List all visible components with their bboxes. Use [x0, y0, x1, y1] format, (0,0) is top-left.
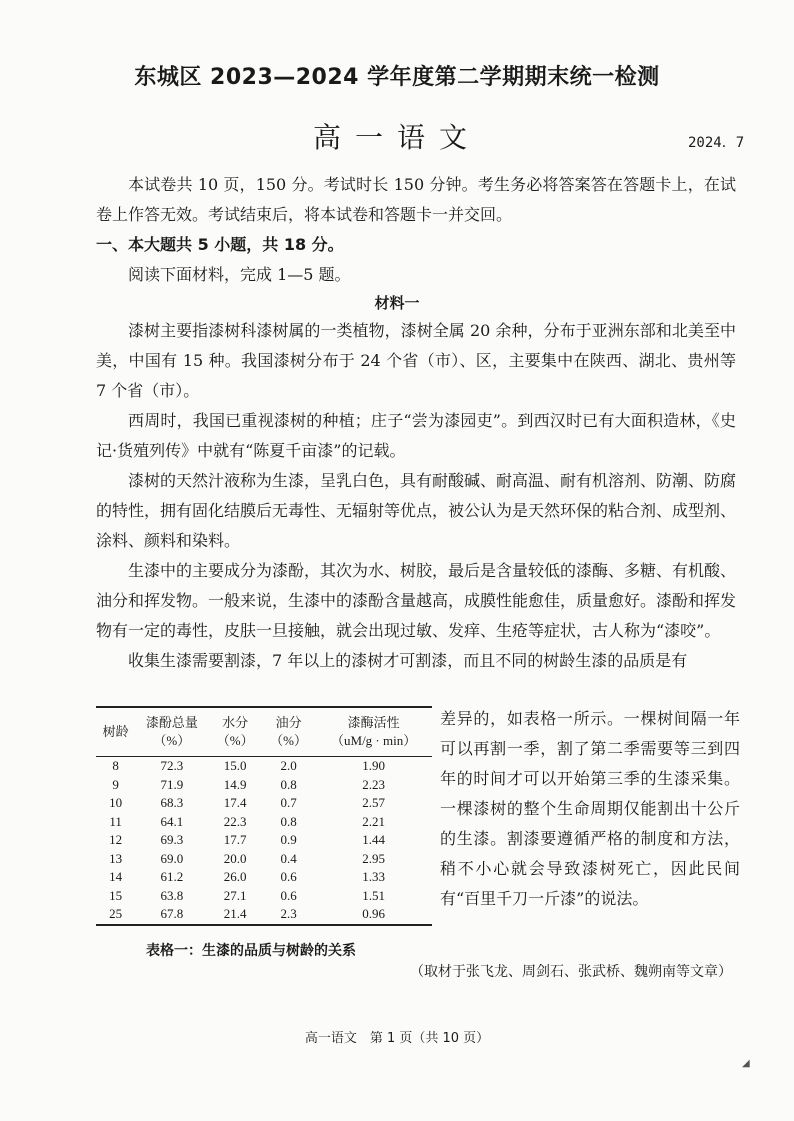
table-caption: 表格一：生漆的品质与树龄的关系 — [146, 943, 356, 959]
table-cell: 15.0 — [223, 758, 247, 773]
page-footer: 高一语文 第 1 页（共 10 页） — [304, 1031, 490, 1046]
table-cell: 17.7 — [223, 832, 247, 847]
material-paragraph: 收集生漆需要割漆，7 年以上的漆树才可割漆，而且不同的树龄生漆的品质是有 — [128, 651, 688, 670]
table-cell: 1.33 — [362, 869, 386, 884]
table-cell: 0.6 — [280, 887, 297, 903]
subject-title: 高一语文 — [312, 121, 481, 154]
table-cell: 64.1 — [160, 813, 184, 829]
table-cell: 1.44 — [362, 832, 386, 847]
table-cell: 22.3 — [223, 813, 247, 829]
table-cell: 21.4 — [223, 906, 247, 921]
exam-date: 2024．7 — [688, 135, 745, 151]
table-row — [96, 831, 432, 850]
table-header-row — [96, 707, 432, 757]
table-cell: 1.51 — [362, 887, 386, 903]
material-title: 材料一 — [374, 294, 420, 312]
table-cell: 68.3 — [160, 795, 184, 810]
table-row — [96, 905, 432, 925]
table-body — [96, 757, 432, 925]
material-paragraph: 生漆中的主要成分为漆酚，其次为水、树胶，最后是含量较低的漆酶、多糖、有机酸、油分和挥发物。一般来说，生漆中的漆酚含量越高，成膜性能愈佳，质量愈好。漆酚和挥发物有一定的毒性，皮肤一旦接触，就会出现过敏、发痒、生疮等症状，古人称为“漆咬”。 — [96, 561, 737, 640]
source-note: （取材于张飞龙、周剑石、张武桥、魏朔南等文章） — [410, 964, 732, 980]
table-header-cell: 水分 （%） — [216, 715, 254, 748]
table-cell: 14.9 — [223, 776, 247, 792]
table-cell: 67.8 — [160, 906, 184, 921]
table-cell: 2.57 — [362, 795, 386, 810]
table-row — [96, 868, 432, 887]
exam-title: 东城区 2023—2024 学年度第二学期期末统一检测 — [134, 65, 660, 90]
table-cell: 14 — [109, 869, 123, 884]
table-cell: 9 — [112, 776, 119, 792]
table-cell: 0.7 — [280, 795, 297, 810]
table-cell: 26.0 — [223, 869, 247, 884]
table-cell: 2.95 — [362, 850, 386, 866]
table-cell: 11 — [109, 813, 122, 829]
table-header-cell: 漆酚总量 （%） — [145, 715, 198, 748]
corner-mark: ◢ — [742, 1058, 750, 1069]
instructions: 本试卷共 10 页，150 分。考试时长 150 分钟。考生务必将答案答在答题卡上，在试卷上作答无效。考试结束后，将本试卷和答题卡一并交回。 — [96, 175, 736, 224]
table-cell: 1.90 — [362, 758, 386, 773]
table-cell: 0.8 — [280, 813, 297, 829]
table-header-cell: 油分 （%） — [270, 715, 307, 748]
table-cell: 12 — [109, 832, 123, 847]
table-header-cell: 漆酶活性 （uM/g · min） — [331, 715, 417, 748]
table-cell: 69.3 — [160, 832, 184, 847]
section-heading: 一、本大题共 5 小题，共 18 分。 — [96, 235, 344, 254]
table-cell: 27.1 — [223, 887, 247, 903]
table-cell: 20.0 — [223, 850, 247, 866]
table-cell: 10 — [109, 795, 123, 810]
material-body — [96, 316, 736, 676]
table-cell: 72.3 — [160, 758, 184, 773]
table-cell: 0.9 — [280, 832, 297, 847]
material-side-text: 差异的，如表格一所示。一棵树间隔一年可以再割一季，割了第二季需要等三到四年的时间才可以开始第三季的生漆采集。一棵漆树的整个生命周期仅能割出十公斤的生漆。割漆要遵循严格的制度和方法，稍不小心就会导致漆树死亡，因此民间有“百里千刀一斤漆”的说法。 — [440, 709, 740, 908]
quality-table — [96, 706, 432, 926]
table-header-cell: 树龄 — [102, 724, 129, 739]
table-cell: 0.6 — [280, 869, 297, 884]
table-cell: 17.4 — [223, 795, 247, 810]
table-cell: 0.4 — [280, 850, 297, 866]
table-cell: 69.0 — [160, 850, 184, 866]
material-paragraph: 漆树的天然汁液称为生漆，呈乳白色，具有耐酸碱、耐高温、耐有机溶剂、防潮、防腐的特性，拥有固化结膜后无毒性、无辐射等优点，被公认为是天然环保的粘合剂、成型剂、涂料、颜料和染料。 — [96, 471, 737, 550]
table-row — [96, 887, 432, 906]
table-cell: 15 — [109, 887, 123, 903]
table-cell: 2.23 — [362, 776, 386, 792]
material-paragraph: 漆树主要指漆树科漆树属的一类植物，漆树全属 20 余种，分布于亚洲东部和北美至中美，中国有 15 种。我国漆树分布于 24 个省（市）、区，主要集中在陕西、湖北、贵州等 7 个省（市）。 — [96, 321, 736, 400]
table-cell: 25 — [109, 906, 123, 921]
material-paragraph: 西周时，我国已重视漆树的种植；庄子“尝为漆园吏”。到西汉时已有大面积造林，《史记·货殖列传》中就有“陈夏千亩漆”的记载。 — [96, 411, 736, 460]
table-cell: 61.2 — [160, 869, 184, 884]
table-cell: 0.8 — [280, 776, 297, 792]
section-prompt: 阅读下面材料，完成 1—5 题。 — [128, 265, 351, 284]
table-cell: 2.0 — [280, 758, 297, 773]
table-row — [96, 850, 432, 869]
table-cell: 0.96 — [362, 906, 386, 921]
table-cell: 2.3 — [280, 906, 297, 921]
table-row — [96, 794, 432, 813]
table-row — [96, 813, 432, 832]
table-cell: 8 — [112, 758, 119, 773]
table-cell: 63.8 — [160, 887, 184, 903]
table-row — [96, 757, 432, 776]
instructions-block — [96, 170, 736, 290]
table-cell: 71.9 — [160, 776, 184, 792]
table-cell: 13 — [109, 850, 123, 866]
table-row — [96, 776, 432, 795]
table-cell: 2.21 — [362, 813, 386, 829]
